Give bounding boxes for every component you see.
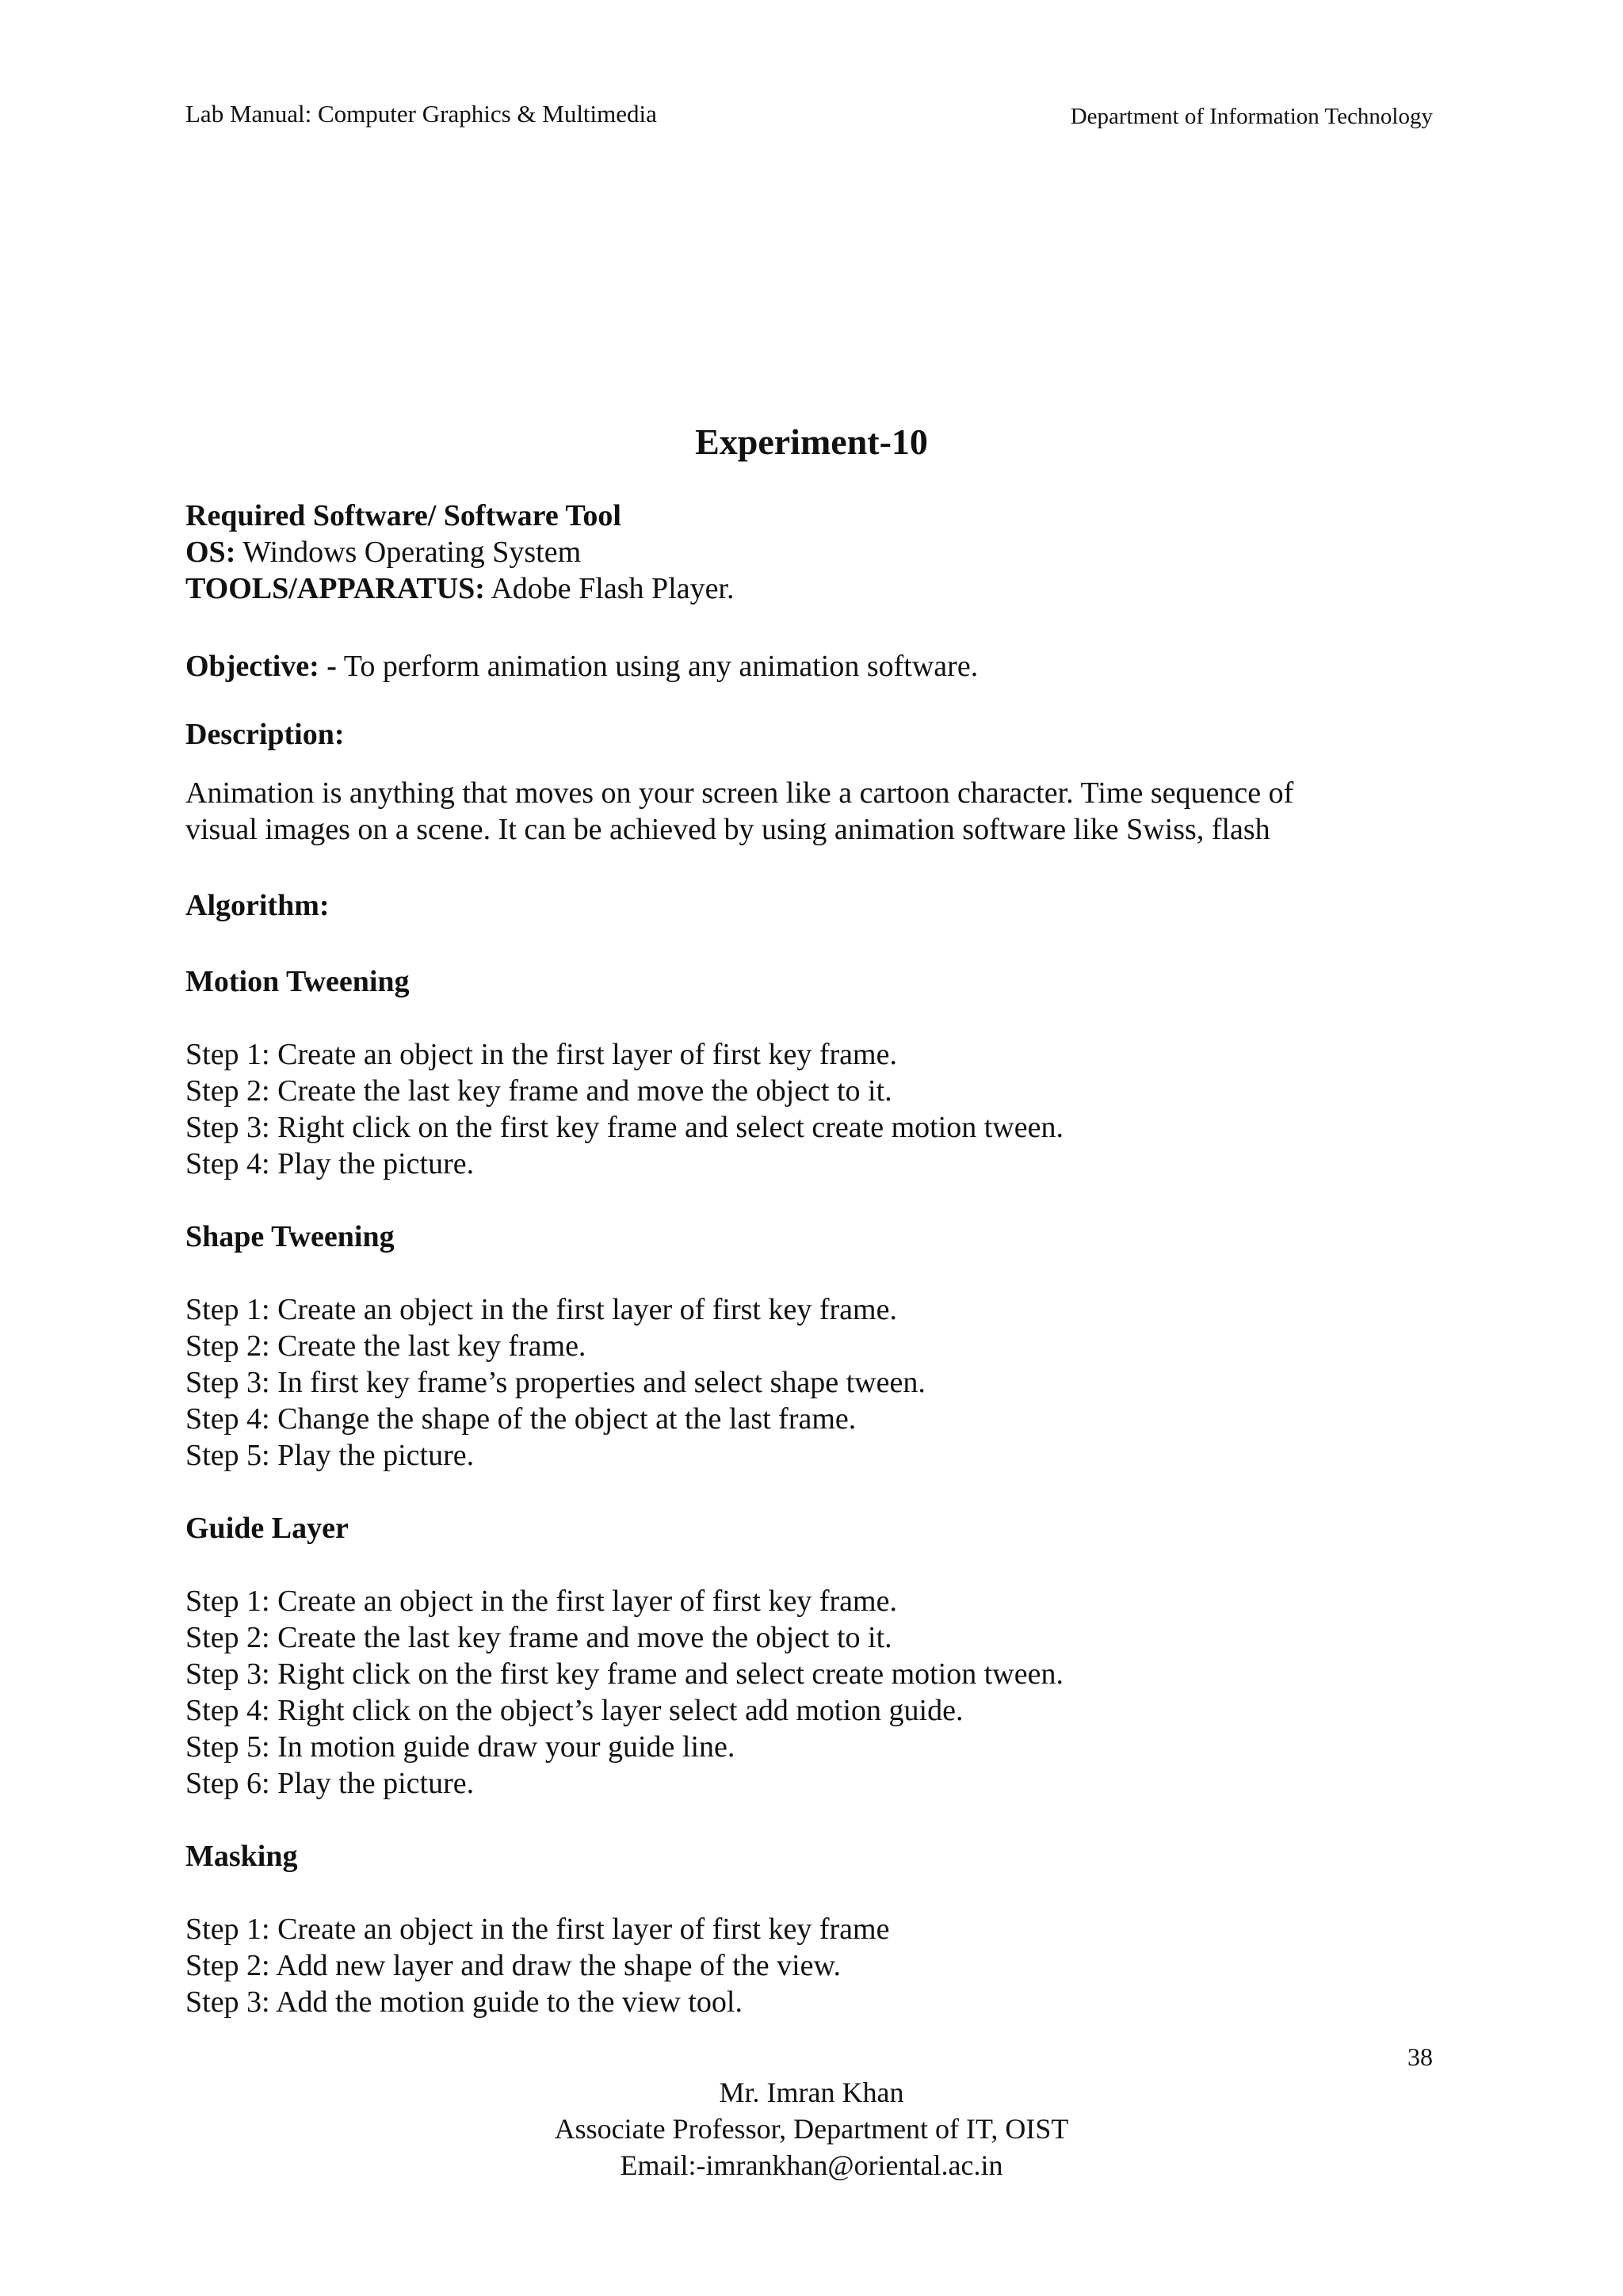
footer bbox=[0, 2074, 1623, 2183]
step-item: Step 2: Add new layer and draw the shape of the view. bbox=[185, 1949, 841, 1982]
objective-value: To perform animation using any animation software. bbox=[336, 650, 979, 683]
section-title-shape-tweening: Shape Tweening bbox=[185, 1220, 395, 1253]
section-title-masking: Masking bbox=[185, 1840, 298, 1873]
step-item: Step 5: In motion guide draw your guide line. bbox=[185, 1730, 735, 1764]
step-item: Step 1: Create an object in the first layer of first key frame. bbox=[185, 1585, 897, 1618]
step-item: Step 4: Change the shape of the object at the last frame. bbox=[185, 1402, 857, 1436]
footer-name: Mr. Imran Khan bbox=[719, 2077, 904, 2108]
tools-value: Adobe Flash Player. bbox=[484, 572, 735, 605]
step-item: Step 1: Create an object in the first layer of first key frame. bbox=[185, 1038, 897, 1071]
step-item: Step 3: Right click on the first key frame and select create motion tween. bbox=[185, 1111, 1064, 1144]
step-item: Step 1: Create an object in the first layer of first key frame. bbox=[185, 1293, 897, 1326]
guide-layer-steps bbox=[185, 1583, 1438, 1802]
section-title-motion-tweening: Motion Tweening bbox=[185, 965, 410, 998]
objective-label: Objective: - bbox=[185, 650, 337, 683]
step-item: Step 1: Create an object in the first layer of first key frame bbox=[185, 1913, 890, 1946]
motion-tweening-steps bbox=[185, 1036, 1438, 1182]
header-title: Lab Manual: Computer Graphics & Multimedia bbox=[185, 100, 657, 128]
os-value: Windows Operating System bbox=[235, 536, 582, 569]
description-line-2: visual images on a scene. It can be achieved by using animation software like Swiss, flash bbox=[185, 813, 1270, 846]
algorithm-heading: Algorithm: bbox=[185, 889, 330, 922]
software-heading: Required Software/ Software Tool bbox=[185, 499, 621, 532]
objective-line bbox=[185, 648, 1438, 685]
header-department: Department of Information Technology bbox=[1070, 104, 1433, 129]
tools-label: TOOLS/APPARATUS: bbox=[185, 572, 485, 605]
os-label: OS: bbox=[185, 536, 236, 569]
step-item: Step 5: Play the picture. bbox=[185, 1439, 475, 1472]
page-title: Experiment-10 bbox=[695, 421, 928, 462]
section-title-guide-layer: Guide Layer bbox=[185, 1512, 349, 1545]
document-body bbox=[185, 498, 1438, 2020]
footer-position: Associate Professor, Department of IT, OIST bbox=[554, 2113, 1069, 2145]
step-item: Step 3: Right click on the first key frame and select create motion tween. bbox=[185, 1657, 1064, 1691]
tools-line bbox=[185, 570, 1438, 607]
description-line-1: Animation is anything that moves on your screen like a cartoon character. Time sequence of bbox=[185, 776, 1294, 810]
masking-steps bbox=[185, 1911, 1438, 2020]
shape-tweening-steps bbox=[185, 1291, 1438, 1474]
os-line bbox=[185, 534, 1438, 570]
footer-email: Email:-imrankhan@oriental.ac.in bbox=[620, 2149, 1003, 2181]
page-number: 38 bbox=[1407, 2042, 1433, 2071]
step-item: Step 3: Add the motion guide to the view tool. bbox=[185, 1985, 743, 2019]
step-item: Step 4: Play the picture. bbox=[185, 1147, 475, 1180]
description-heading: Description: bbox=[185, 718, 345, 751]
step-item: Step 3: In first key frame’s properties and select shape tween. bbox=[185, 1366, 926, 1399]
step-item: Step 2: Create the last key frame. bbox=[185, 1329, 586, 1363]
step-item: Step 2: Create the last key frame and move the object to it. bbox=[185, 1074, 892, 1108]
step-item: Step 6: Play the picture. bbox=[185, 1767, 475, 1800]
step-item: Step 2: Create the last key frame and move the object to it. bbox=[185, 1621, 892, 1654]
step-item: Step 4: Right click on the object’s layer select add motion guide. bbox=[185, 1694, 964, 1727]
